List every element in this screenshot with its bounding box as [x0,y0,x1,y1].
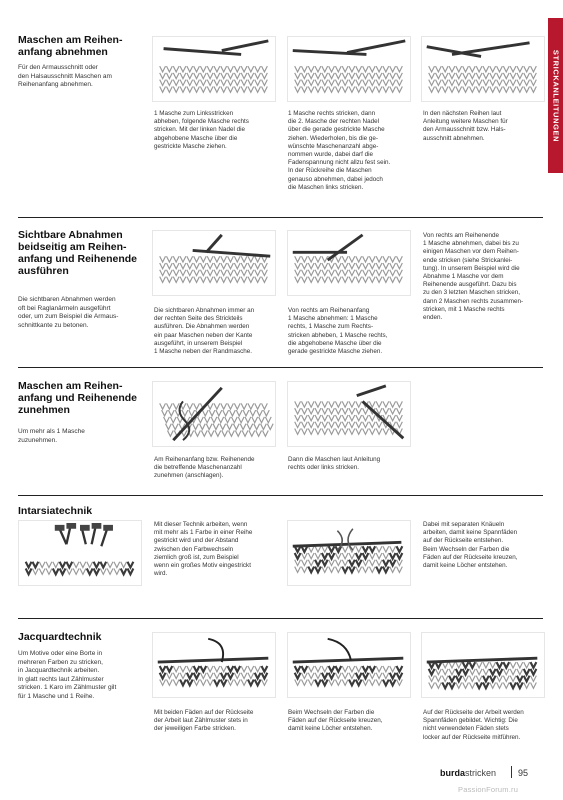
caption-2c: Von rechts am Reihenende 1 Masche abnehmen, dabei bis zu einigen Maschen vor dem Reihen- ende stricken (siehe Strickanlei- tung). In unserem Beispiel wird die Abnahme 1 Masche vor dem Reihenende ausgeführt. Dazu bis zu den 3 letzten Maschen stricken, dann 2 Maschen rechts zusammen- stricken, mit 1 Masche rechts enden. [423,232,524,322]
knitting-diagram-icon [288,521,410,585]
knitting-illustration-1a [152,36,276,102]
caption-1a: 1 Masche zum Linksstricken abheben, folgende Masche rechts stricken. Mit der linken Nadel die abgehobene Masche über die gestrickte Masche ziehen. [154,110,249,150]
caption-2b: Von rechts am Reihenanfang 1 Masche abnehmen: 1 Masche rechts, 1 Masche zum Rechts- stricken abheben, 1 Masche rechts, die abgehobene Masche über die gerade gestrickte Masche ziehen. [288,307,388,356]
section-title-3: Maschen am Reihen- anfang und Reihenende zunehmen [18,380,138,416]
section-title-4: Intarsiatechnik [18,505,93,517]
knitting-illustration-5b [287,632,411,698]
section-intro-1: Für den Armausschnitt oder den Halsausschnitt Maschen am Reihenanfang abnehmen. [18,64,112,88]
knitting-illustration-5c [421,632,545,698]
section-divider [18,618,543,619]
section-intro-2: Die sichtbaren Abnahmen werden oft bei Raglanärmeln ausgeführt oder, um zum Beispiel die Armaus- schnittkante zu betonen. [18,296,119,329]
caption-5c: Auf der Rückseite der Arbeit werden Spannfäden gebildet. Wichtig: Die nicht verwendeten Fäden stets locker auf der Rückseite mitführen. [423,709,524,741]
section-tab [548,18,563,173]
knitting-diagram-icon [153,231,275,295]
page-number: 95 [518,768,529,778]
footer-brand [440,768,496,778]
caption-2a: Die sichtbaren Abnahmen immer an der rechten Seite des Strickteils ausführen. Die Abnahmen werden ein paar Maschen neben der Kante ausgeführt, in unserem Beispiel 1 Masche neben der Randmasche. [154,307,255,356]
section-title-2: Sichtbare Abnahmen beidseitig am Reihen- anfang und Reihenende ausführen [18,229,138,277]
section-divider [18,217,543,218]
knitting-illustration-1c [421,36,545,102]
section-tab-label: STRICKANLEITUNGEN [551,49,560,142]
knitting-diagram-icon [153,37,275,101]
section-divider [18,367,543,368]
knitting-illustration-5a [152,632,276,698]
knitting-diagram-icon [288,633,410,697]
knitting-diagram-icon [288,37,410,101]
section-divider [18,495,543,496]
knitting-illustration-4b [287,520,411,586]
caption-5b: Beim Wechseln der Farben die Fäden auf der Rückseite kreuzen, damit keine Löcher entstehen. [288,709,383,733]
caption-1c: In den nächsten Reihen laut Anleitung weitere Maschen für den Armausschnitt bzw. Hals- ausschnitt abnehmen. [423,110,508,142]
knitting-diagram-icon [288,382,410,446]
caption-4b: Dabei mit separaten Knäueln arbeiten, damit keine Spannfäden auf der Rückseite entstehen. Beim Wechseln der Farben die Fäden auf der Rückseite kreuzen, damit keine Löcher entstehen. [423,521,518,570]
knitting-illustration-3b [287,381,411,447]
section-title-5: Jacquardtechnik [18,631,102,643]
knitting-diagram-icon [288,231,410,295]
caption-4a: Mit dieser Technik arbeiten, wenn mit mehr als 1 Farbe in einer Reihe gestrickt wird und der Abstand zwischen den Farbwechseln ziemlich groß ist, zum Beispiel wenn ein großes Motiv eingestrickt wird. [154,521,253,578]
section-intro-3: Um mehr als 1 Masche zuzunehmen. [18,428,85,444]
caption-1b: 1 Masche rechts stricken, dann die 2. Masche der rechten Nadel über die gerade gestrickte Masche ziehen. Wiederholen, bis die ge- wünschte Maschenanzahl abge- nommen wurde, dabei darf die Fadenspannung nicht allzu fest sein. In der Rückreihe die Maschen genauso abnehmen, dabei jedoch die Maschen links stricken. [288,110,391,191]
footer-brand-bold: burda [440,768,466,778]
caption-5a: Mit beiden Fäden auf der Rückseite der Arbeit laut Zählmuster stets in der jeweiligen Farbe stricken. [154,709,254,733]
footer-brand-rest: stricken [465,768,497,778]
caption-3a: Am Reihenanfang bzw. Reihenende die betreffende Maschenanzahl zunehmen (anschlagen). [154,456,255,480]
footer-separator [511,766,512,778]
knitting-illustration-2a [152,230,276,296]
section-intro-5: Um Motive oder eine Borte in mehreren Farben zu stricken, in Jacquardtechnik arbeiten. In glatt rechts laut Zählmuster stricken. 1 Karo im Zählmuster gilt für 1 Masche und 1 Reihe. [18,650,117,700]
knitting-diagram-icon [422,37,544,101]
knitting-illustration-4a [18,520,142,586]
watermark: PassionForum.ru [458,785,519,794]
knitting-illustration-2b [287,230,411,296]
knitting-illustration-1b [287,36,411,102]
knitting-illustration-3a [152,381,276,447]
knitting-diagram-icon [153,382,275,446]
knitting-diagram-icon [153,633,275,697]
knitting-diagram-icon [422,633,544,697]
knitting-diagram-icon [19,521,141,585]
section-title-1: Maschen am Reihen- anfang abnehmen [18,34,123,58]
caption-3b: Dann die Maschen laut Anleitung rechts oder links stricken. [288,456,381,472]
